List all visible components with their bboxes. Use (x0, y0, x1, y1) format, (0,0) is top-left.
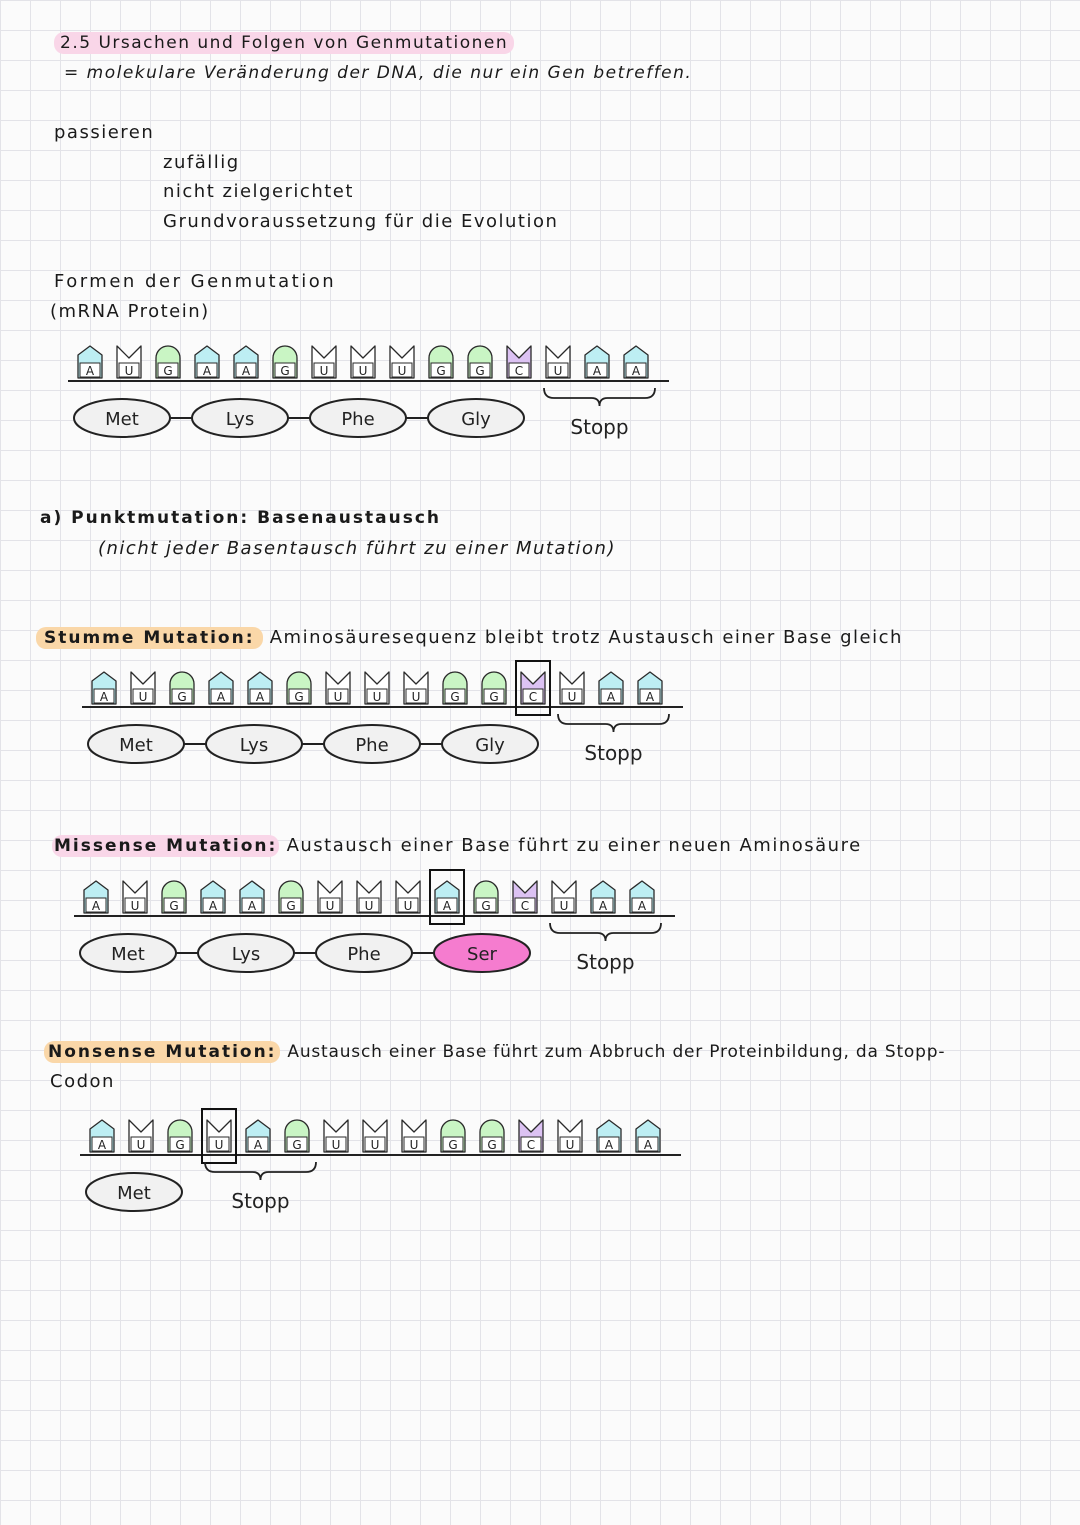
stop-label: Stopp (231, 1189, 290, 1213)
base-guanine (441, 1120, 465, 1152)
amino-acid-label: Lys (231, 944, 261, 965)
base-letter: A (91, 899, 101, 913)
base-letter: U (409, 1138, 419, 1152)
base-uracil (324, 1120, 348, 1152)
amino-acid-label: Phe (355, 735, 389, 756)
base-adenine (597, 1120, 621, 1152)
section-a-note: (nicht jeder Basentausch führt zu einer Mutation) (98, 538, 616, 559)
base-guanine (285, 1120, 309, 1152)
base-letter: U (333, 690, 343, 704)
stop-label: Stopp (570, 415, 629, 439)
base-letter: U (559, 899, 569, 913)
base-uracil (558, 1120, 582, 1152)
section-a-title: a) Punktmutation: Basenaustausch (40, 508, 441, 528)
base-letter: U (214, 1138, 224, 1152)
base-letter: U (124, 364, 134, 378)
amino-acid-label: Phe (347, 944, 381, 965)
base-letter: U (370, 1138, 380, 1152)
base-letter: G (436, 364, 446, 378)
base-letter: U (138, 690, 148, 704)
base-letter: U (403, 899, 413, 913)
amino-acid-label: Met (105, 409, 139, 430)
definition: = molekulare Veränderung der DNA, die nur ein Gen betreffen. (64, 63, 693, 83)
base-uracil (207, 1120, 231, 1152)
silent-mutation-text: Aminosäuresequenz bleibt trotz Austausch einer Base gleich (269, 627, 903, 648)
base-letter: A (247, 899, 257, 913)
stop-label: Stopp (576, 950, 635, 974)
forms-title: Formen der Genmutation (54, 271, 337, 292)
base-uracil (129, 1120, 153, 1152)
base-letter: U (411, 690, 421, 704)
base-letter: G (175, 1138, 185, 1152)
amino-acid-label: Ser (467, 944, 497, 965)
missense-mutation-name: Missense Mutation: (54, 836, 278, 856)
base-letter: G (489, 690, 499, 704)
base-letter: U (372, 690, 382, 704)
amino-acid-label: Phe (341, 409, 375, 430)
base-letter: G (292, 1138, 302, 1152)
amino-acid-label: Lys (239, 735, 269, 756)
base-adenine (90, 1120, 114, 1152)
base-letter: A (253, 1138, 263, 1152)
base-letter: G (169, 899, 179, 913)
base-letter: U (397, 364, 407, 378)
intro-label: passieren (54, 122, 155, 143)
base-letter: A (255, 690, 265, 704)
base-letter: A (85, 364, 95, 378)
page-title: 2.5 Ursachen und Folgen von Genmutationen (54, 33, 514, 53)
base-letter: C (526, 1138, 536, 1152)
base-letter: G (294, 690, 304, 704)
base-letter: U (358, 364, 368, 378)
missense-mutation-text: Austausch einer Base führt zu einer neuen Aminosäure (286, 835, 862, 856)
base-letter: A (216, 690, 226, 704)
amino-acid-label: Met (111, 944, 145, 965)
base-letter: A (442, 899, 452, 913)
base-letter: A (208, 899, 218, 913)
amino-acid-label: Met (117, 1183, 151, 1204)
amino-acid-label: Met (119, 735, 153, 756)
base-letter: U (136, 1138, 146, 1152)
base-letter: A (598, 899, 608, 913)
base-letter: A (202, 364, 212, 378)
intro-point-3: Grundvoraussetzung für die Evolution (163, 211, 559, 232)
nonsense-mutation-text-2: Codon (50, 1071, 115, 1092)
intro-point-2: nicht zielgerichtet (163, 181, 354, 202)
base-letter: U (331, 1138, 341, 1152)
base-letter: A (606, 690, 616, 704)
base-letter: A (637, 899, 647, 913)
base-guanine (480, 1120, 504, 1152)
base-letter: A (592, 364, 602, 378)
base-letter: U (567, 690, 577, 704)
base-adenine (246, 1120, 270, 1152)
nonsense-mutation-text: Austausch einer Base führt zum Abbruch der Proteinbildung, da Stopp- (287, 1042, 946, 1062)
base-letter: A (604, 1138, 614, 1152)
base-letter: G (487, 1138, 497, 1152)
base-uracil (402, 1120, 426, 1152)
base-letter: U (130, 899, 140, 913)
nonsense-mutation-name: Nonsense Mutation: (44, 1041, 280, 1063)
base-letter: A (643, 1138, 653, 1152)
base-letter: A (99, 690, 109, 704)
silent-mutation-name: Stumme Mutation: (36, 627, 263, 649)
base-letter: G (450, 690, 460, 704)
base-letter: U (319, 364, 329, 378)
amino-acid-label: Gly (461, 409, 491, 430)
base-letter: C (520, 899, 530, 913)
base-letter: A (645, 690, 655, 704)
base-letter: A (241, 364, 251, 378)
base-letter: G (286, 899, 296, 913)
stop-codon-brace (205, 1162, 316, 1180)
base-letter: A (97, 1138, 107, 1152)
base-letter: G (163, 364, 173, 378)
base-letter: C (514, 364, 524, 378)
base-letter: G (448, 1138, 458, 1152)
amino-acid-label: Gly (475, 735, 505, 756)
stop-label: Stopp (584, 741, 643, 765)
base-letter: C (528, 690, 538, 704)
base-letter: G (475, 364, 485, 378)
base-uracil (363, 1120, 387, 1152)
base-letter: U (364, 899, 374, 913)
forms-subtitle: (mRNA Protein) (50, 301, 210, 322)
intro-point-1: zufällig (163, 152, 240, 173)
base-letter: G (280, 364, 290, 378)
base-adenine (636, 1120, 660, 1152)
base-letter: U (565, 1138, 575, 1152)
base-guanine (168, 1120, 192, 1152)
amino-acid-label: Lys (225, 409, 255, 430)
base-letter: A (631, 364, 641, 378)
base-letter: G (481, 899, 491, 913)
base-letter: U (553, 364, 563, 378)
base-letter: U (325, 899, 335, 913)
base-cytosine (519, 1120, 543, 1152)
base-letter: G (177, 690, 187, 704)
